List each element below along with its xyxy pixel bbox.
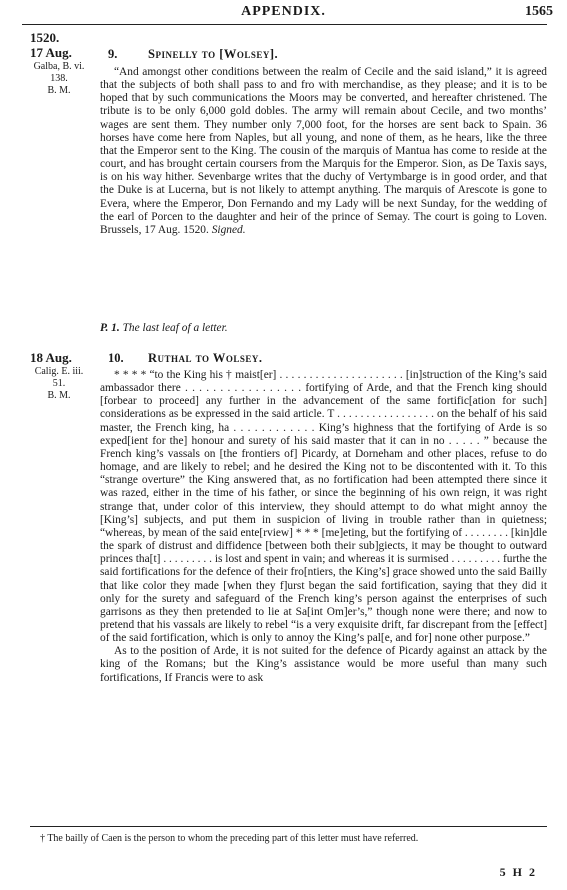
entry-9-year: 1520. bbox=[30, 30, 60, 45]
entry-10-number: 10. bbox=[108, 351, 124, 365]
entry-10-date: 18 Aug. bbox=[30, 350, 72, 365]
entry-9-margin bbox=[30, 30, 88, 97]
entry-10-paragraph-1: * * * * “to the King his † maist[er] . . . . . . . . . . . . . . . . . . . . . [in]struction of the King’s said ambassador there . . . . . . . . . . . . . . . . . fortifying of Arde, and that the French king should [forbear to proceed] any further in the advancement of the same fortific[ation for such] considerations as be expressed in the said article. T . . . . . . . . . . . . . . . . . on the behalf of his said master, the French king, ha . . . . . . . . . . . . King’s highness that the fortifying of Arde is so exped[ient for the] honour and surety of his said master that it can in no . . . . . ” because the French king’s vassals on [the frontiers of] Picardy, at Dorneham and other places, refuse to do homage, and are likely to rebel; and he desired the King not to be discontented with it. To this “strange overture” the King answered that, as no fortification had been attempted there since it was razed, either in the time of his father, or since the beginning of his own reign, it was right strange that, under color of this interview, they should attempt to do what might annoy the [King’s] subjects, and put them in suspicion of living in trouble rather than in quietness; “whereas, by mean of the said ente[rview] * * * [me]eting, but the fortifying of . . . . . . . . [kin]dle the spark of distrust and diffidence [between both their sub]giects, it may be thought to outward princes tha[t] . . . . . . . . . is lost and spent in vain; and whereas it is surmised . . . . . . . . . furthe the said fortifications for the defence of their fro[ntiers, the King’s] grace showed unto the said Bailly that like color they made [when they f]urst began the said fortification, saying that they did it only for the surety and safeguard of the French king’s person against the enterprises of such garrisons as they then pretended to lie at Sa[int Om]er’s,” though none were there; and now to pretend that his vassals are likely to rebel “is a very exquisite drift, far discrepant from the [effect] of the said fortification, which is only to annoy the King’s pal[e, and for] none other purpose.” bbox=[100, 369, 548, 645]
entry-9-heading bbox=[108, 47, 278, 62]
running-header-title: APPENDIX. bbox=[241, 4, 326, 19]
entry-9-ref-folio: 138. bbox=[50, 73, 68, 84]
entry-10-ref-collection: Calig. E. iii. bbox=[34, 366, 84, 377]
page-number: 1565 bbox=[525, 4, 553, 19]
entry-9-body bbox=[100, 66, 547, 237]
entry-9-number: 9. bbox=[108, 47, 118, 61]
entry-9-date: 17 Aug. bbox=[30, 45, 72, 60]
entry-9-ref-archive: B. M. bbox=[47, 85, 71, 96]
entry-9-note bbox=[100, 322, 547, 335]
sheet-signature: 5 H 2 bbox=[499, 865, 537, 879]
entry-9-title: Spinelly to [Wolsey]. bbox=[148, 47, 279, 61]
entry-10-paragraph-2: As to the position of Arde, it is not suited for the defence of Picardy against an attack by the king of the Romans; but the King’s assistance would be more useful than many such fortifications, If Francis were to ask bbox=[100, 645, 547, 684]
header-rule bbox=[22, 24, 547, 25]
entry-10-heading bbox=[108, 351, 263, 366]
entry-9-text: “And amongst other conditions between the realm of Cecile and the said island,” it is agreed that the subjects of both shall pass to and fro with merchandise, as they please; and it is to be hoped that by such communications the Moors may be converted, and hereafter christened. The tribute is to be only 6,000 gold dobles. The army will remain about Cecile, and two months’ wages are sent them. They number only 7,000 foot, for the horses are sent back to Spain. 36 horses have come here from Naples, but all young, and none of them, as he hears, like the three that the Emperor sent to the King. The cousin of the marquis of Mantua has come to reside at the court, and has brought certain coursers from the Marquis for the Emperor. Sion, as De Taxis says, is on his way hither. Sevenbarge writes that the duchy of Vertymbarge is in good order, and that the Duke is at Lucerna, but is not likely to attempt anything. The marquis of Arescote is gone to Evera, where the Emperor, Don Fernando and my Lady will be next Sunday, for the wedding of the earl of Porcen to the daughter and heir of the prince of Semay. The court is going to Loven. Brussels, 17 Aug. 1520. bbox=[100, 66, 547, 236]
entry-10-ref-folio: 51. bbox=[52, 378, 66, 389]
entry-10-ref-archive: B. M. bbox=[47, 390, 71, 401]
entry-9-ref-collection: Galba, B. vi. bbox=[33, 61, 85, 72]
footnote: † The bailly of Caen is the person to whom the preceding part of this letter must have referred. bbox=[40, 833, 419, 844]
entry-9-signed: Signed. bbox=[211, 223, 246, 236]
entry-10-body bbox=[100, 369, 547, 685]
entry-10-title: Ruthal to Wolsey. bbox=[148, 351, 263, 365]
entry-10-margin bbox=[30, 350, 88, 402]
footnote-rule bbox=[30, 826, 547, 827]
entry-9-note-label: P. 1. bbox=[100, 322, 120, 334]
entry-9-note-text: The last leaf of a letter. bbox=[122, 322, 228, 334]
